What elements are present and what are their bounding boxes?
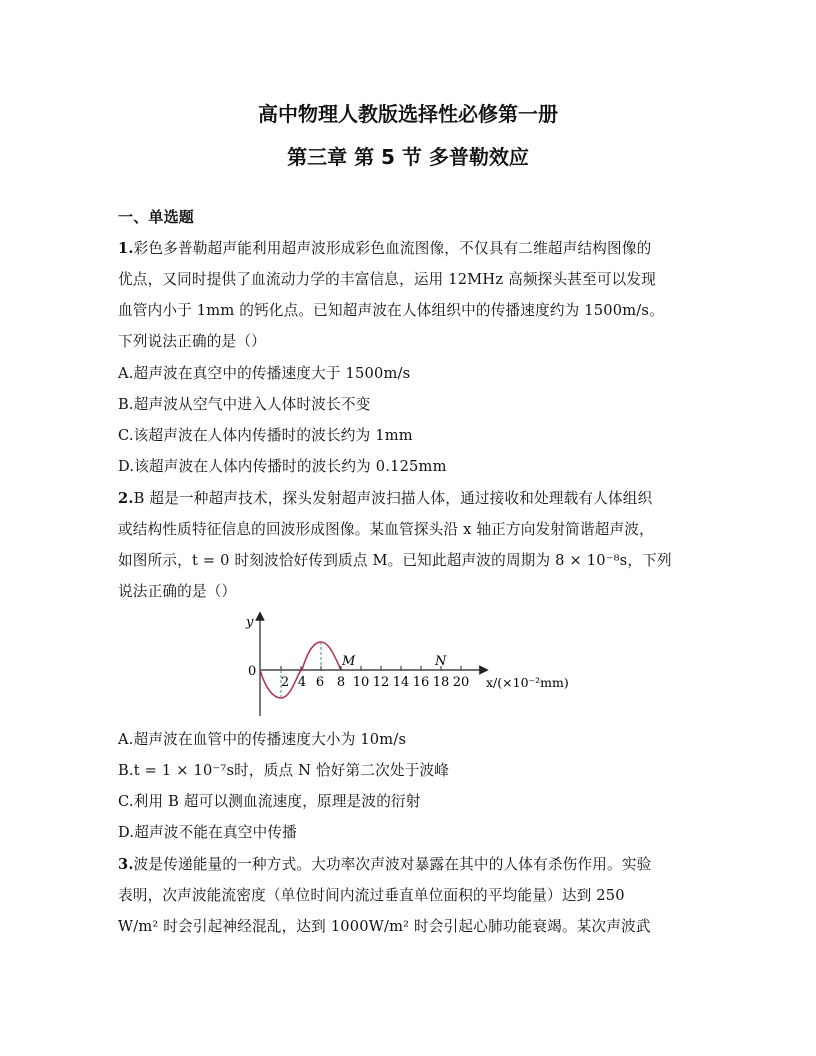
- x-tick-label: 10: [352, 675, 370, 690]
- chapter-subtitle: 第三章 第 5 节 多普勒效应: [287, 145, 529, 169]
- x-tick-label: 4: [297, 675, 307, 690]
- x-axis-label: x/(×10⁻²mm): [486, 675, 569, 690]
- page-title: 高中物理人教版选择性必修第一册: [258, 102, 558, 126]
- x-tick-label: 8: [336, 675, 346, 690]
- q1-option-b: B.超声波从空气中进入人体时波长不变: [118, 396, 371, 413]
- point-m-label: M: [342, 654, 356, 669]
- q1-option-d: D.该超声波在人体内传播时的波长约为 0.125mm: [118, 458, 447, 475]
- q1-line-4: 下列说法正确的是（）: [118, 333, 266, 350]
- q3-line-1: [118, 855, 698, 875]
- q2-option-a: A.超声波在血管中的传播速度大小为 10m/s: [118, 731, 407, 748]
- x-tick-label: 2: [280, 675, 290, 690]
- q2-option-c: C.利用 B 超可以测血流速度，原理是波的衍射: [118, 793, 421, 810]
- q2-option-b: B.t = 1 × 10⁻⁷s时，质点 N 恰好第二次处于波峰: [118, 762, 450, 779]
- point-n-label: N: [435, 654, 447, 669]
- q2-number: 2.: [118, 490, 134, 507]
- q1-line-2: 优点，又同时提供了血流动力学的丰富信息，运用 12MHz 高频探头甚至可以发现: [118, 271, 657, 288]
- q3-line-2: 表明，次声波能流密度（单位时间内流过垂直单位面积的平均能量）达到 250: [118, 887, 625, 904]
- wave-figure: [240, 612, 580, 722]
- q2-option-d: D.超声波不能在真空中传播: [118, 824, 297, 841]
- q1-number: 1.: [118, 240, 134, 257]
- q2-text: B 超是一种超声技术，探头发射超声波扫描人体，通过接收和处理载有人体组织: [133, 490, 653, 507]
- q1-line-1: [118, 239, 698, 259]
- q1-option-c: C.该超声波在人体内传播时的波长约为 1mm: [118, 427, 413, 444]
- x-tick-label: 20: [452, 675, 470, 690]
- q2-line-3: 如图所示，t = 0 时刻波恰好传到质点 M。已知此超声波的周期为 8 × 10⁻⁸s，下列: [118, 552, 672, 569]
- y-axis-label: y: [246, 615, 254, 630]
- q3-line-3: W/m² 时会引起神经混乱，达到 1000W/m² 时会引起心肺功能衰竭。某次声波武: [118, 918, 651, 935]
- x-tick-label: 14: [392, 675, 410, 690]
- section-heading: 一、单选题: [118, 208, 195, 226]
- x-tick-label: 18: [432, 675, 450, 690]
- x-tick-label: 6: [315, 675, 325, 690]
- q1-option-a: A.超声波在真空中的传播速度大于 1500m/s: [118, 365, 411, 382]
- origin-label: 0: [248, 664, 257, 679]
- x-tick-label: 12: [372, 675, 390, 690]
- x-tick-label: 16: [412, 675, 430, 690]
- q2-line-1: [118, 489, 698, 509]
- q3-number: 3.: [118, 856, 134, 873]
- q2-line-2: 或结构性质特征信息的回波形成图像。某血管探头沿 x 轴正方向发射简谐超声波，: [118, 521, 654, 538]
- q1-text: 彩色多普勒超声能利用超声波形成彩色血流图像，不仅具有二维超声结构图像的: [133, 240, 652, 257]
- q3-text: 波是传递能量的一种方式。大功率次声波对暴露在其中的人体有杀伤作用。实验: [133, 856, 652, 873]
- q2-line-4: 说法正确的是（）: [118, 583, 237, 600]
- q1-line-3: 血管内小于 1mm 的钙化点。已知超声波在人体组织中的传播速度约为 1500m/s。: [118, 302, 664, 319]
